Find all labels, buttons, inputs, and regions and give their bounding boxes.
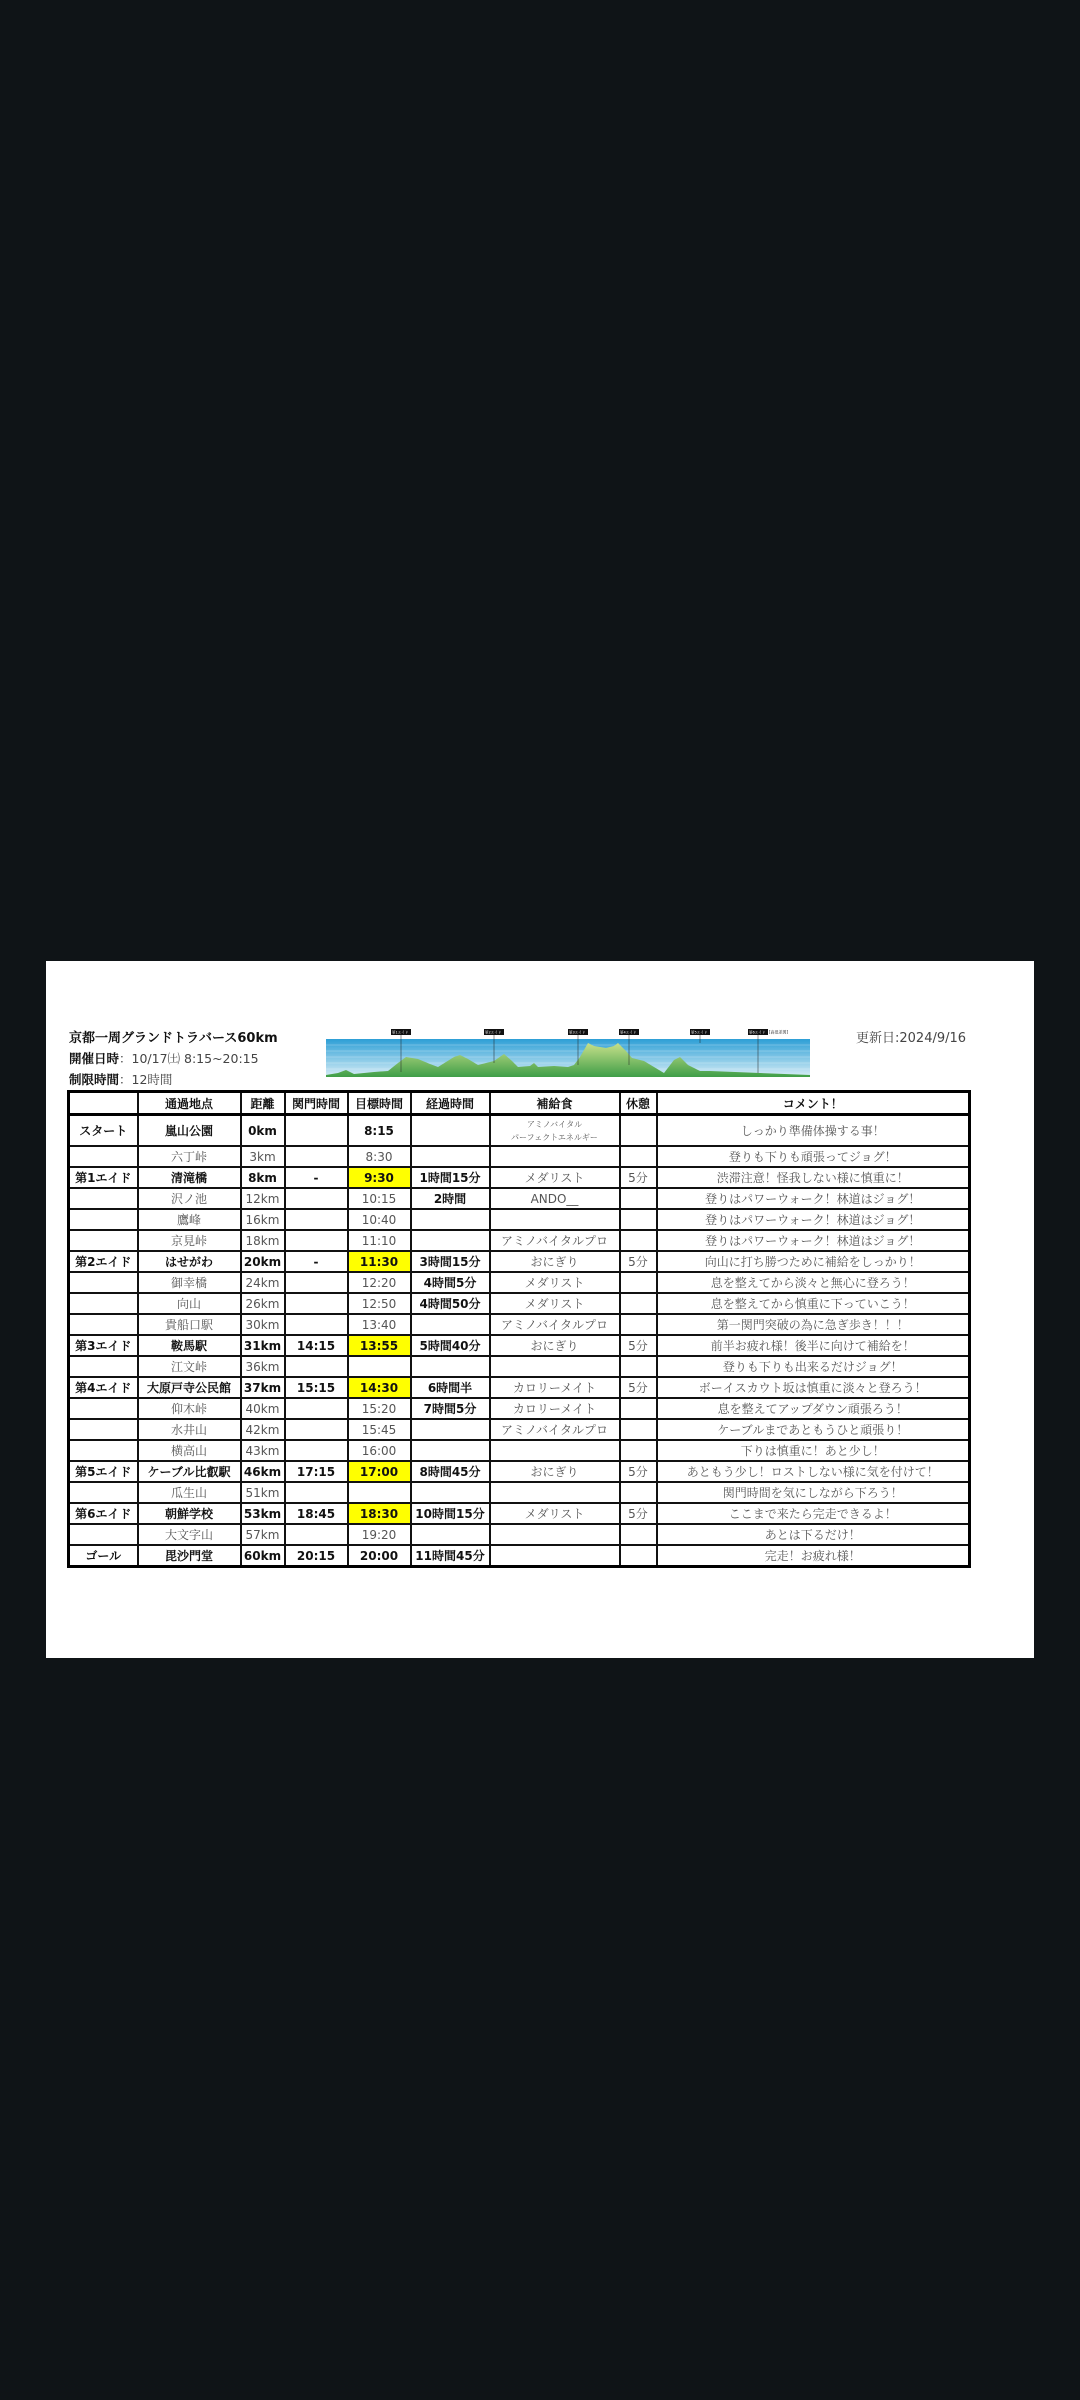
cell-target xyxy=(348,1356,411,1377)
date-label: 開催日時 xyxy=(69,1051,120,1066)
table-row xyxy=(69,1503,970,1524)
cell-point: 鞍馬駅 xyxy=(138,1335,241,1356)
cell-point: 清滝橋 xyxy=(138,1167,241,1188)
cell-stage xyxy=(69,1188,138,1209)
cell-elapsed: 2時間 xyxy=(411,1188,490,1209)
table-row xyxy=(69,1524,970,1545)
cell-point: 瓜生山 xyxy=(138,1482,241,1503)
cell-point: 向山 xyxy=(138,1293,241,1314)
table-row xyxy=(69,1115,970,1147)
event-date xyxy=(69,1049,259,1067)
cell-comment: ボーイスカウト坂は慎重に淡々と登ろう！ xyxy=(657,1377,970,1398)
cell-target: 18:30 xyxy=(348,1503,411,1524)
cell-point: 横高山 xyxy=(138,1440,241,1461)
column-header-rest: 休憩 xyxy=(620,1092,657,1115)
date-value: ：10/17㈯ 8:15~20:15 xyxy=(119,1051,259,1066)
cell-food xyxy=(490,1356,620,1377)
cell-point: 貴船口駅 xyxy=(138,1314,241,1335)
table-row xyxy=(69,1146,970,1167)
cell-comment: 息を整えてから淡々と無心に登ろう！ xyxy=(657,1272,970,1293)
cell-food xyxy=(490,1209,620,1230)
column-header-point: 通過地点 xyxy=(138,1092,241,1115)
cell-stage: 第1エイド xyxy=(69,1167,138,1188)
table-row xyxy=(69,1251,970,1272)
cell-cutoff xyxy=(285,1188,348,1209)
document-sheet xyxy=(46,961,1034,1658)
cell-comment: 関門時間を気にしながら下ろう！ xyxy=(657,1482,970,1503)
cell-stage xyxy=(69,1356,138,1377)
cell-elapsed xyxy=(411,1482,490,1503)
cell-food: アミノバイタルプロ xyxy=(490,1314,620,1335)
cell-elapsed: 8時間45分 xyxy=(411,1461,490,1482)
cell-elapsed: 3時間15分 xyxy=(411,1251,490,1272)
cell-stage xyxy=(69,1419,138,1440)
cell-rest: 5分 xyxy=(620,1251,657,1272)
cell-food: アミノバイタルプロ xyxy=(490,1419,620,1440)
cell-distance: 60km xyxy=(241,1545,285,1567)
cell-distance: 51km xyxy=(241,1482,285,1503)
cell-elapsed xyxy=(411,1524,490,1545)
cell-rest xyxy=(620,1115,657,1147)
cell-stage: 第5エイド xyxy=(69,1461,138,1482)
cell-point: 大文字山 xyxy=(138,1524,241,1545)
table-row xyxy=(69,1545,970,1567)
column-header-food: 補給食 xyxy=(490,1092,620,1115)
cell-food: おにぎり xyxy=(490,1251,620,1272)
cell-distance: 30km xyxy=(241,1314,285,1335)
column-header-distance: 距離 xyxy=(241,1092,285,1115)
cell-cutoff: - xyxy=(285,1167,348,1188)
cell-elapsed xyxy=(411,1314,490,1335)
cell-comment: 息を整えてアップダウン頑張ろう！ xyxy=(657,1398,970,1419)
cell-rest: 5分 xyxy=(620,1167,657,1188)
cell-target: 11:10 xyxy=(348,1230,411,1251)
table-row xyxy=(69,1419,970,1440)
cell-cutoff xyxy=(285,1272,348,1293)
cell-food: アミノバイタルプロ xyxy=(490,1230,620,1251)
cell-stage: 第4エイド xyxy=(69,1377,138,1398)
column-header-target: 目標時間 xyxy=(348,1092,411,1115)
cell-comment: 登りはパワーウォーク！林道はジョグ！ xyxy=(657,1230,970,1251)
cell-rest xyxy=(620,1398,657,1419)
table-row xyxy=(69,1272,970,1293)
cell-distance: 20km xyxy=(241,1251,285,1272)
cell-distance: 40km xyxy=(241,1398,285,1419)
cell-distance: 36km xyxy=(241,1356,285,1377)
cell-point: 朝鮮学校 xyxy=(138,1503,241,1524)
cell-food: カロリーメイト xyxy=(490,1377,620,1398)
cell-distance: 3km xyxy=(241,1146,285,1167)
cell-point: はせがわ xyxy=(138,1251,241,1272)
cell-point: 江文峠 xyxy=(138,1356,241,1377)
cell-cutoff: 17:15 xyxy=(285,1461,348,1482)
column-header-comment: コメント！ xyxy=(657,1092,970,1115)
cell-stage xyxy=(69,1398,138,1419)
aid-label-1: 第1エイド xyxy=(392,1030,409,1035)
cell-distance: 18km xyxy=(241,1230,285,1251)
cell-rest xyxy=(620,1524,657,1545)
cell-rest xyxy=(620,1545,657,1567)
cell-distance: 46km xyxy=(241,1461,285,1482)
cell-point: 沢ノ池 xyxy=(138,1188,241,1209)
cell-point: 嵐山公園 xyxy=(138,1115,241,1147)
cell-target: 16:00 xyxy=(348,1440,411,1461)
cell-stage: ゴール xyxy=(69,1545,138,1567)
cell-elapsed: 6時間半 xyxy=(411,1377,490,1398)
food-line-2: パーフェクトエネルギー xyxy=(511,1132,598,1142)
cell-cutoff xyxy=(285,1524,348,1545)
cell-comment: ケーブルまであともうひと頑張り！ xyxy=(657,1419,970,1440)
cell-rest xyxy=(620,1419,657,1440)
table-row xyxy=(69,1293,970,1314)
cell-food: メダリスト xyxy=(490,1293,620,1314)
table-row xyxy=(69,1377,970,1398)
cell-cutoff: 15:15 xyxy=(285,1377,348,1398)
cell-target: 13:55 xyxy=(348,1335,411,1356)
cell-comment: あとは下るだけ！ xyxy=(657,1524,970,1545)
cell-elapsed: 4時間5分 xyxy=(411,1272,490,1293)
cell-comment: しっかり準備体操する事！ xyxy=(657,1115,970,1147)
cell-target xyxy=(348,1482,411,1503)
cell-stage xyxy=(69,1314,138,1335)
cell-cutoff xyxy=(285,1146,348,1167)
cell-elapsed: 4時間50分 xyxy=(411,1293,490,1314)
cell-cutoff: - xyxy=(285,1251,348,1272)
cell-stage xyxy=(69,1482,138,1503)
cell-comment: 息を整えてから慎重に下っていこう！ xyxy=(657,1293,970,1314)
cell-rest: 5分 xyxy=(620,1335,657,1356)
column-header-elapsed: 経過時間 xyxy=(411,1092,490,1115)
table-row xyxy=(69,1398,970,1419)
cell-target: 17:00 xyxy=(348,1461,411,1482)
cell-cutoff: 14:15 xyxy=(285,1335,348,1356)
aid-label-4: 第4エイド xyxy=(620,1030,637,1035)
table-row xyxy=(69,1335,970,1356)
table-row xyxy=(69,1461,970,1482)
cell-distance: 53km xyxy=(241,1503,285,1524)
cell-rest xyxy=(620,1230,657,1251)
cell-target: 8:15 xyxy=(348,1115,411,1147)
cell-rest xyxy=(620,1356,657,1377)
cell-rest: 5分 xyxy=(620,1503,657,1524)
cell-food xyxy=(490,1115,620,1147)
cell-rest xyxy=(620,1209,657,1230)
cell-target: 15:20 xyxy=(348,1398,411,1419)
cell-food xyxy=(490,1440,620,1461)
cell-rest xyxy=(620,1146,657,1167)
limit-value: ：12時間 xyxy=(119,1072,173,1087)
cell-stage: スタート xyxy=(69,1115,138,1147)
cell-distance: 42km xyxy=(241,1419,285,1440)
cell-stage: 第2エイド xyxy=(69,1251,138,1272)
aid-label-3: 第3エイド xyxy=(569,1030,586,1035)
cell-distance: 43km xyxy=(241,1440,285,1461)
cell-distance: 12km xyxy=(241,1188,285,1209)
cell-cutoff xyxy=(285,1209,348,1230)
cell-point: 水井山 xyxy=(138,1419,241,1440)
cell-distance: 31km xyxy=(241,1335,285,1356)
cell-point: 鷹峰 xyxy=(138,1209,241,1230)
cell-rest xyxy=(620,1440,657,1461)
aid-label-5: 第5エイド xyxy=(691,1030,708,1035)
cell-comment: 下りは慎重に！あと少し！ xyxy=(657,1440,970,1461)
cell-comment: 第一関門突破の為に急ぎ歩き！！！ xyxy=(657,1314,970,1335)
cell-stage xyxy=(69,1272,138,1293)
cell-elapsed xyxy=(411,1230,490,1251)
cell-elapsed xyxy=(411,1440,490,1461)
cell-target: 10:40 xyxy=(348,1209,411,1230)
cell-elapsed: 5時間40分 xyxy=(411,1335,490,1356)
cell-comment: 渋滞注意！怪我しない様に慎重に！ xyxy=(657,1167,970,1188)
cell-stage xyxy=(69,1524,138,1545)
cell-stage xyxy=(69,1146,138,1167)
cell-target: 19:20 xyxy=(348,1524,411,1545)
cell-food: ANDO__ xyxy=(490,1188,620,1209)
cell-food: メダリスト xyxy=(490,1272,620,1293)
updated-date: 更新日:2024/9/16 xyxy=(856,1031,967,1046)
cell-point: ケーブル比叡駅 xyxy=(138,1461,241,1482)
cell-stage xyxy=(69,1209,138,1230)
aid-label-6: 第6エイド xyxy=(749,1030,766,1035)
cell-stage xyxy=(69,1230,138,1251)
cell-target: 8:30 xyxy=(348,1146,411,1167)
cell-food xyxy=(490,1545,620,1567)
limit-label: 制限時間 xyxy=(69,1072,120,1087)
cell-elapsed: 11時間45分 xyxy=(411,1545,490,1567)
cell-cutoff xyxy=(285,1440,348,1461)
cell-target: 13:40 xyxy=(348,1314,411,1335)
cell-rest xyxy=(620,1293,657,1314)
cell-rest: 5分 xyxy=(620,1377,657,1398)
table-row xyxy=(69,1209,970,1230)
cell-distance: 37km xyxy=(241,1377,285,1398)
cell-elapsed xyxy=(411,1115,490,1147)
cell-rest xyxy=(620,1482,657,1503)
cell-comment: 登りはパワーウォーク！林道はジョグ！ xyxy=(657,1209,970,1230)
cell-food xyxy=(490,1482,620,1503)
cell-target: 9:30 xyxy=(348,1167,411,1188)
cell-distance: 8km xyxy=(241,1167,285,1188)
cell-point: 毘沙門堂 xyxy=(138,1545,241,1567)
time-limit xyxy=(69,1070,172,1088)
cell-distance: 16km xyxy=(241,1209,285,1230)
cell-target: 10:15 xyxy=(348,1188,411,1209)
cell-distance: 24km xyxy=(241,1272,285,1293)
cell-target: 12:20 xyxy=(348,1272,411,1293)
cell-food xyxy=(490,1146,620,1167)
cell-cutoff xyxy=(285,1293,348,1314)
cell-distance: 26km xyxy=(241,1293,285,1314)
cell-point: 御幸橋 xyxy=(138,1272,241,1293)
cell-comment: ここまで来たら完走できるよ！ xyxy=(657,1503,970,1524)
column-header-stage xyxy=(69,1092,138,1115)
event-title: 京都一周グランドトラバース60km xyxy=(69,1031,278,1046)
cell-cutoff xyxy=(285,1314,348,1335)
cell-comment: 前半お疲れ様！後半に向けて補給を！ xyxy=(657,1335,970,1356)
table-row xyxy=(69,1230,970,1251)
cell-elapsed xyxy=(411,1356,490,1377)
cell-cutoff xyxy=(285,1398,348,1419)
cell-cutoff xyxy=(285,1115,348,1147)
table-row xyxy=(69,1314,970,1335)
cell-cutoff xyxy=(285,1482,348,1503)
cell-distance: 0km xyxy=(241,1115,285,1147)
cell-comment: 向山に打ち勝つために補給をしっかり！ xyxy=(657,1251,970,1272)
cell-comment: あともう少し！ロストしない様に気を付けて！ xyxy=(657,1461,970,1482)
cell-elapsed xyxy=(411,1209,490,1230)
cell-stage xyxy=(69,1440,138,1461)
cell-cutoff xyxy=(285,1230,348,1251)
elevation-profile xyxy=(318,1027,814,1083)
cell-distance: 57km xyxy=(241,1524,285,1545)
cell-rest xyxy=(620,1188,657,1209)
cell-point: 京見峠 xyxy=(138,1230,241,1251)
column-header-cutoff: 関門時間 xyxy=(285,1092,348,1115)
cell-rest: 5分 xyxy=(620,1461,657,1482)
cell-comment: 登りも下りも出来るだけジョグ！ xyxy=(657,1356,970,1377)
schedule-table xyxy=(67,1090,971,1568)
aid-label-2: 第2エイド xyxy=(485,1030,502,1035)
table-row xyxy=(69,1440,970,1461)
cell-stage: 第6エイド xyxy=(69,1503,138,1524)
cell-target: 12:50 xyxy=(348,1293,411,1314)
table-header xyxy=(69,1092,970,1115)
cell-target: 14:30 xyxy=(348,1377,411,1398)
cell-target: 11:30 xyxy=(348,1251,411,1272)
cell-target: 15:45 xyxy=(348,1419,411,1440)
cell-food: おにぎり xyxy=(490,1335,620,1356)
cell-stage: 第3エイド xyxy=(69,1335,138,1356)
cell-food: おにぎり xyxy=(490,1461,620,1482)
cell-point: 仰木峠 xyxy=(138,1398,241,1419)
table-row xyxy=(69,1167,970,1188)
cell-rest xyxy=(620,1272,657,1293)
table-row xyxy=(69,1188,970,1209)
cell-elapsed: 10時間15分 xyxy=(411,1503,490,1524)
food-line-1: アミノバイタル xyxy=(526,1119,583,1129)
cell-cutoff xyxy=(285,1356,348,1377)
profile-caption: [高低差図] xyxy=(769,1029,789,1035)
cell-cutoff xyxy=(285,1419,348,1440)
cell-target: 20:00 xyxy=(348,1545,411,1567)
cell-cutoff: 20:15 xyxy=(285,1545,348,1567)
table-row xyxy=(69,1356,970,1377)
cell-food: メダリスト xyxy=(490,1503,620,1524)
cell-food: カロリーメイト xyxy=(490,1398,620,1419)
cell-elapsed xyxy=(411,1146,490,1167)
cell-comment: 登りも下りも頑張ってジョグ！ xyxy=(657,1146,970,1167)
cell-food: メダリスト xyxy=(490,1167,620,1188)
cell-elapsed xyxy=(411,1419,490,1440)
cell-point: 大原戸寺公民館 xyxy=(138,1377,241,1398)
cell-food xyxy=(490,1524,620,1545)
cell-point: 六丁峠 xyxy=(138,1146,241,1167)
table-row xyxy=(69,1482,970,1503)
cell-stage xyxy=(69,1293,138,1314)
cell-cutoff: 18:45 xyxy=(285,1503,348,1524)
cell-elapsed: 1時間15分 xyxy=(411,1167,490,1188)
cell-comment: 登りはパワーウォーク！林道はジョグ！ xyxy=(657,1188,970,1209)
cell-rest xyxy=(620,1314,657,1335)
cell-elapsed: 7時間5分 xyxy=(411,1398,490,1419)
cell-comment: 完走！お疲れ様！ xyxy=(657,1545,970,1567)
